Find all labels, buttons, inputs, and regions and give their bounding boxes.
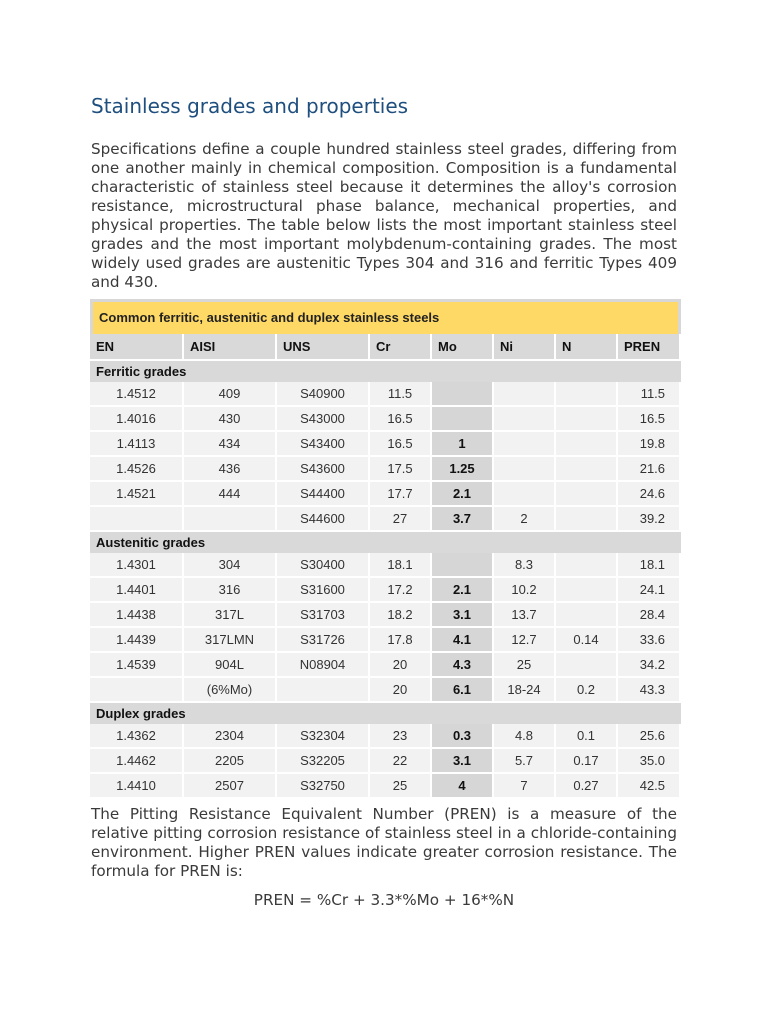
table-cell-ni: 25 (494, 653, 556, 678)
table-row (90, 653, 681, 678)
table-cell-en (90, 507, 184, 532)
table-cell-en: 1.4526 (90, 457, 184, 482)
table-cell-cr: 17.2 (370, 578, 432, 603)
table-cell-en: 1.4301 (90, 553, 184, 578)
table-cell-en: 1.4401 (90, 578, 184, 603)
table-cell-en: 1.4410 (90, 774, 184, 799)
table-cell-cr: 18.1 (370, 553, 432, 578)
table-cell-ni: 7 (494, 774, 556, 799)
table-cell-aisi: 2507 (184, 774, 277, 799)
table-cell-uns: S31600 (277, 578, 370, 603)
table-cell-n (556, 382, 618, 407)
table-cell-mo: 0.3 (432, 724, 494, 749)
table-row (90, 432, 681, 457)
table-row (90, 457, 681, 482)
table-cell-en: 1.4438 (90, 603, 184, 628)
table-cell-n: 0.17 (556, 749, 618, 774)
table-row (90, 678, 681, 703)
table-cell-aisi: 304 (184, 553, 277, 578)
table-row (90, 407, 681, 432)
table-cell-aisi (184, 507, 277, 532)
group-label: Austenitic grades (90, 532, 681, 553)
pren-formula: PREN = %Cr + 3.3*%Mo + 16*%N (253, 891, 515, 909)
table-cell-cr: 11.5 (370, 382, 432, 407)
group-header-row (90, 703, 681, 724)
table-cell-aisi: 317L (184, 603, 277, 628)
table-cell-ni (494, 482, 556, 507)
group-header-row (90, 361, 681, 382)
table-cell-uns: S43600 (277, 457, 370, 482)
column-header: N (556, 334, 618, 361)
column-header: PREN (618, 334, 681, 361)
table-cell-uns: S40900 (277, 382, 370, 407)
table-body (90, 361, 681, 799)
table-cell-uns: S43000 (277, 407, 370, 432)
table-cell-n: 0.27 (556, 774, 618, 799)
table-row (90, 603, 681, 628)
table-cell-aisi: 904L (184, 653, 277, 678)
table-cell-en: 1.4362 (90, 724, 184, 749)
table-cell-mo: 2.1 (432, 482, 494, 507)
table-cell-ni: 5.7 (494, 749, 556, 774)
table-cell-ni: 18-24 (494, 678, 556, 703)
table-cell-pren: 24.6 (618, 482, 681, 507)
table-cell-mo: 4.1 (432, 628, 494, 653)
table-cell-ni: 8.3 (494, 553, 556, 578)
column-header: AISI (184, 334, 277, 361)
table-cell-pren: 25.6 (618, 724, 681, 749)
table-cell-uns: N08904 (277, 653, 370, 678)
table-cell-n (556, 553, 618, 578)
table-cell-uns: S31703 (277, 603, 370, 628)
table-cell-n (556, 482, 618, 507)
table-cell-aisi: 2304 (184, 724, 277, 749)
table-cell-mo: 4.3 (432, 653, 494, 678)
table-cell-pren: 35.0 (618, 749, 681, 774)
table-cell-n (556, 457, 618, 482)
table-cell-ni: 12.7 (494, 628, 556, 653)
table-cell-cr: 16.5 (370, 432, 432, 457)
table-cell-cr: 23 (370, 724, 432, 749)
table-cell-n: 0.14 (556, 628, 618, 653)
table-cell-pren: 11.5 (618, 382, 681, 407)
table-row (90, 724, 681, 749)
table-title: Common ferritic, austenitic and duplex stainless steels (90, 299, 681, 334)
table-cell-n: 0.2 (556, 678, 618, 703)
table-cell-n (556, 432, 618, 457)
table-cell-pren: 34.2 (618, 653, 681, 678)
table-cell-mo: 6.1 (432, 678, 494, 703)
column-header: Ni (494, 334, 556, 361)
table-cell-aisi: 409 (184, 382, 277, 407)
table-cell-en: 1.4113 (90, 432, 184, 457)
table-cell-ni (494, 457, 556, 482)
table-cell-cr: 22 (370, 749, 432, 774)
table-cell-aisi: 434 (184, 432, 277, 457)
table-cell-ni: 2 (494, 507, 556, 532)
table-cell-mo: 1 (432, 432, 494, 457)
table-cell-n (556, 507, 618, 532)
table-cell-ni (494, 382, 556, 407)
table-cell-uns: S32304 (277, 724, 370, 749)
stainless-grades-table (90, 299, 681, 799)
column-header: UNS (277, 334, 370, 361)
table-cell-mo: 3.1 (432, 749, 494, 774)
pren-paragraph: The Pitting Resistance Equivalent Number (PREN) is a measure of the relative pitting corrosion resistance of stainless steel in a chloride-containing environment. Higher PREN values indicate greater corrosion resistance. The formula for PREN is: (91, 805, 677, 880)
table-cell-en: 1.4539 (90, 653, 184, 678)
table-cell-uns: S31726 (277, 628, 370, 653)
table-cell-mo (432, 382, 494, 407)
grades-table (90, 299, 681, 799)
column-header: EN (90, 334, 184, 361)
table-cell-n (556, 407, 618, 432)
table-cell-mo: 3.7 (432, 507, 494, 532)
table-cell-uns: S43400 (277, 432, 370, 457)
table-cell-mo: 4 (432, 774, 494, 799)
table-cell-en: 1.4439 (90, 628, 184, 653)
table-cell-ni: 13.7 (494, 603, 556, 628)
group-label: Duplex grades (90, 703, 681, 724)
table-cell-mo: 1.25 (432, 457, 494, 482)
table-cell-cr: 17.7 (370, 482, 432, 507)
table-cell-ni: 4.8 (494, 724, 556, 749)
table-cell-n: 0.1 (556, 724, 618, 749)
table-cell-n (556, 603, 618, 628)
table-cell-cr: 16.5 (370, 407, 432, 432)
column-header: Mo (432, 334, 494, 361)
group-header-row (90, 532, 681, 553)
table-cell-n (556, 578, 618, 603)
page-title: Stainless grades and properties (91, 94, 409, 118)
table-cell-en (90, 678, 184, 703)
table-cell-pren: 18.1 (618, 553, 681, 578)
table-cell-pren: 43.3 (618, 678, 681, 703)
table-row (90, 482, 681, 507)
table-header-row (90, 334, 681, 361)
table-cell-n (556, 653, 618, 678)
table-cell-cr: 17.5 (370, 457, 432, 482)
table-row (90, 749, 681, 774)
group-label: Ferritic grades (90, 361, 681, 382)
table-cell-en: 1.4462 (90, 749, 184, 774)
table-row (90, 553, 681, 578)
table-cell-cr: 25 (370, 774, 432, 799)
table-cell-aisi: 436 (184, 457, 277, 482)
table-cell-cr: 18.2 (370, 603, 432, 628)
table-cell-pren: 19.8 (618, 432, 681, 457)
table-cell-uns: S32750 (277, 774, 370, 799)
table-cell-pren: 16.5 (618, 407, 681, 432)
table-cell-uns: S30400 (277, 553, 370, 578)
table-row (90, 774, 681, 799)
table-cell-cr: 27 (370, 507, 432, 532)
table-cell-pren: 21.6 (618, 457, 681, 482)
table-row (90, 507, 681, 532)
table-cell-en: 1.4512 (90, 382, 184, 407)
table-cell-uns (277, 678, 370, 703)
table-cell-pren: 24.1 (618, 578, 681, 603)
table-row (90, 628, 681, 653)
table-cell-en: 1.4016 (90, 407, 184, 432)
table-cell-aisi: 444 (184, 482, 277, 507)
table-cell-mo (432, 407, 494, 432)
table-cell-ni: 10.2 (494, 578, 556, 603)
table-cell-pren: 42.5 (618, 774, 681, 799)
table-cell-mo: 2.1 (432, 578, 494, 603)
table-cell-en: 1.4521 (90, 482, 184, 507)
table-cell-uns: S44600 (277, 507, 370, 532)
table-cell-aisi: 430 (184, 407, 277, 432)
table-cell-uns: S32205 (277, 749, 370, 774)
table-cell-pren: 33.6 (618, 628, 681, 653)
table-cell-mo (432, 553, 494, 578)
table-cell-mo: 3.1 (432, 603, 494, 628)
table-cell-uns: S44400 (277, 482, 370, 507)
column-header: Cr (370, 334, 432, 361)
table-cell-cr: 20 (370, 678, 432, 703)
table-cell-aisi: 2205 (184, 749, 277, 774)
table-cell-aisi: (6%Mo) (184, 678, 277, 703)
table-cell-pren: 39.2 (618, 507, 681, 532)
table-cell-ni (494, 432, 556, 457)
table-cell-aisi: 316 (184, 578, 277, 603)
table-cell-ni (494, 407, 556, 432)
table-row (90, 382, 681, 407)
table-cell-aisi: 317LMN (184, 628, 277, 653)
table-cell-cr: 17.8 (370, 628, 432, 653)
intro-paragraph: Specifications define a couple hundred stainless steel grades, differing from one another mainly in chemical composition. Composition is a fundamental characteristic of stainless steel because it determines the alloy's corrosion resistance, microstructural phase balance, mechanical properties, and physical properties. The table below lists the most important stainless steel grades and the most important molybdenum-containing grades. The most widely used grades are austenitic Types 304 and 316 and ferritic Types 409 and 430. (91, 140, 677, 291)
table-cell-cr: 20 (370, 653, 432, 678)
table-cell-pren: 28.4 (618, 603, 681, 628)
table-row (90, 578, 681, 603)
